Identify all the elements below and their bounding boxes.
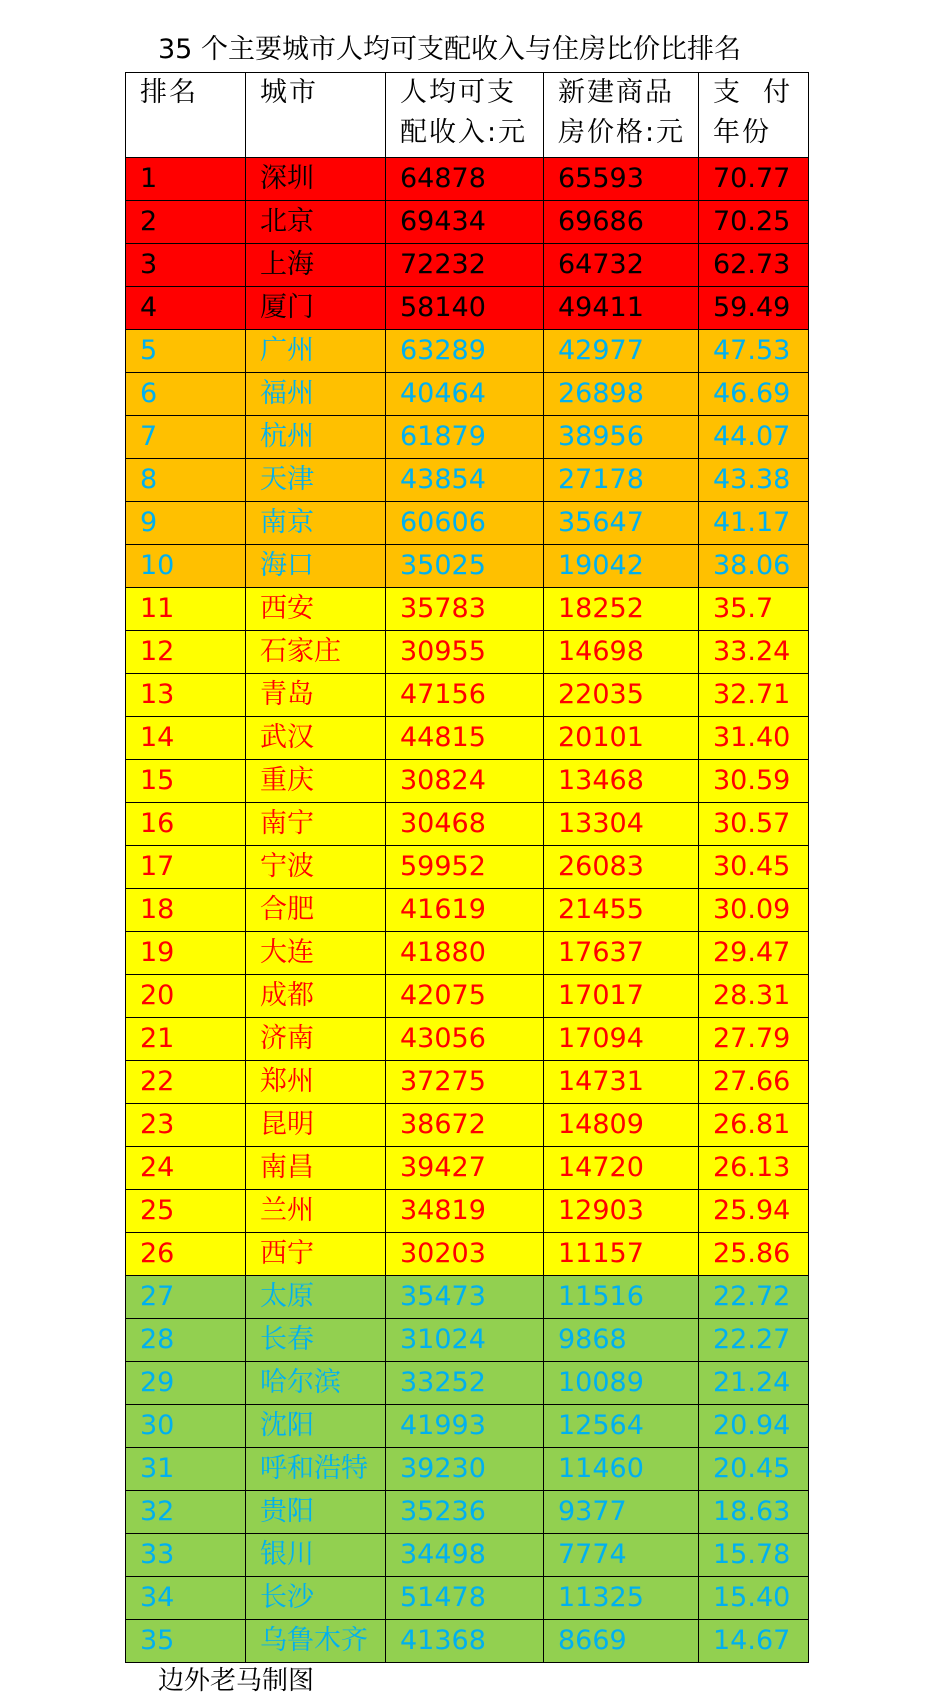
price-cell: 11325 <box>544 1577 699 1620</box>
income-cell: 41880 <box>386 932 544 975</box>
city-cell: 乌鲁木齐 <box>246 1620 386 1663</box>
years-cell: 30.45 <box>699 846 809 889</box>
income-cell: 59952 <box>386 846 544 889</box>
city-cell: 宁波 <box>246 846 386 889</box>
rank-cell: 15 <box>126 760 246 803</box>
income-cell: 60606 <box>386 502 544 545</box>
years-cell: 15.78 <box>699 1534 809 1577</box>
rank-cell: 23 <box>126 1104 246 1147</box>
years-cell: 30.09 <box>699 889 809 932</box>
price-cell: 26898 <box>544 373 699 416</box>
table-row <box>126 502 809 545</box>
price-cell: 13468 <box>544 760 699 803</box>
rank-cell: 6 <box>126 373 246 416</box>
rank-cell: 10 <box>126 545 246 588</box>
header-years: 支 付 年份 <box>699 73 809 158</box>
table-row <box>126 1018 809 1061</box>
income-cell: 39427 <box>386 1147 544 1190</box>
price-cell: 38956 <box>544 416 699 459</box>
rank-cell: 4 <box>126 287 246 330</box>
price-cell: 12564 <box>544 1405 699 1448</box>
years-cell: 32.71 <box>699 674 809 717</box>
price-cell: 13304 <box>544 803 699 846</box>
city-cell: 天津 <box>246 459 386 502</box>
table-row <box>126 803 809 846</box>
rank-cell: 17 <box>126 846 246 889</box>
city-cell: 长沙 <box>246 1577 386 1620</box>
years-cell: 41.17 <box>699 502 809 545</box>
rank-cell: 11 <box>126 588 246 631</box>
price-cell: 27178 <box>544 459 699 502</box>
income-cell: 41993 <box>386 1405 544 1448</box>
city-cell: 沈阳 <box>246 1405 386 1448</box>
rank-cell: 16 <box>126 803 246 846</box>
rank-cell: 2 <box>126 201 246 244</box>
rank-cell: 27 <box>126 1276 246 1319</box>
table-row <box>126 1104 809 1147</box>
years-cell: 38.06 <box>699 545 809 588</box>
years-cell: 25.86 <box>699 1233 809 1276</box>
years-cell: 70.77 <box>699 158 809 201</box>
city-cell: 北京 <box>246 201 386 244</box>
city-cell: 昆明 <box>246 1104 386 1147</box>
header-rank: 排名 <box>126 73 246 158</box>
rank-cell: 22 <box>126 1061 246 1104</box>
years-cell: 21.24 <box>699 1362 809 1405</box>
income-cell: 47156 <box>386 674 544 717</box>
city-cell: 南京 <box>246 502 386 545</box>
years-cell: 25.94 <box>699 1190 809 1233</box>
table-row <box>126 1319 809 1362</box>
table-row <box>126 1147 809 1190</box>
table-row <box>126 932 809 975</box>
years-cell: 62.73 <box>699 244 809 287</box>
city-cell: 青岛 <box>246 674 386 717</box>
table-row <box>126 373 809 416</box>
rank-cell: 19 <box>126 932 246 975</box>
income-cell: 33252 <box>386 1362 544 1405</box>
table-row <box>126 1620 809 1663</box>
income-cell: 30468 <box>386 803 544 846</box>
price-cell: 22035 <box>544 674 699 717</box>
price-cell: 64732 <box>544 244 699 287</box>
price-cell: 21455 <box>544 889 699 932</box>
rank-cell: 25 <box>126 1190 246 1233</box>
years-cell: 43.38 <box>699 459 809 502</box>
price-cell: 14720 <box>544 1147 699 1190</box>
table-row <box>126 1405 809 1448</box>
city-cell: 福州 <box>246 373 386 416</box>
city-cell: 厦门 <box>246 287 386 330</box>
rank-cell: 24 <box>126 1147 246 1190</box>
income-cell: 42075 <box>386 975 544 1018</box>
income-cell: 34819 <box>386 1190 544 1233</box>
city-cell: 重庆 <box>246 760 386 803</box>
rank-cell: 7 <box>126 416 246 459</box>
years-cell: 44.07 <box>699 416 809 459</box>
rank-cell: 20 <box>126 975 246 1018</box>
price-cell: 8669 <box>544 1620 699 1663</box>
city-cell: 大连 <box>246 932 386 975</box>
table-row <box>126 158 809 201</box>
price-cell: 10089 <box>544 1362 699 1405</box>
rank-cell: 5 <box>126 330 246 373</box>
income-cell: 69434 <box>386 201 544 244</box>
price-cell: 49411 <box>544 287 699 330</box>
income-cell: 31024 <box>386 1319 544 1362</box>
years-cell: 30.59 <box>699 760 809 803</box>
table-row <box>126 330 809 373</box>
price-cell: 11516 <box>544 1276 699 1319</box>
city-cell: 济南 <box>246 1018 386 1061</box>
price-cell: 14731 <box>544 1061 699 1104</box>
city-cell: 西宁 <box>246 1233 386 1276</box>
table-row <box>126 760 809 803</box>
city-cell: 西安 <box>246 588 386 631</box>
price-cell: 7774 <box>544 1534 699 1577</box>
years-cell: 20.94 <box>699 1405 809 1448</box>
years-cell: 27.66 <box>699 1061 809 1104</box>
rank-cell: 13 <box>126 674 246 717</box>
city-cell: 南昌 <box>246 1147 386 1190</box>
rank-cell: 34 <box>126 1577 246 1620</box>
price-cell: 69686 <box>544 201 699 244</box>
table-row <box>126 1190 809 1233</box>
table-row <box>126 1577 809 1620</box>
income-cell: 72232 <box>386 244 544 287</box>
city-cell: 呼和浩特 <box>246 1448 386 1491</box>
table-row <box>126 631 809 674</box>
table-body <box>126 158 809 1663</box>
income-cell: 34498 <box>386 1534 544 1577</box>
table-row <box>126 244 809 287</box>
header-price: 新建商品 房价格:元 <box>544 73 699 158</box>
table-row <box>126 674 809 717</box>
income-cell: 35236 <box>386 1491 544 1534</box>
price-cell: 9868 <box>544 1319 699 1362</box>
table-row <box>126 416 809 459</box>
price-cell: 14698 <box>544 631 699 674</box>
city-cell: 广州 <box>246 330 386 373</box>
table-row <box>126 1362 809 1405</box>
ranking-table <box>125 72 809 1663</box>
header-row <box>126 73 809 158</box>
rank-cell: 1 <box>126 158 246 201</box>
city-cell: 武汉 <box>246 717 386 760</box>
years-cell: 20.45 <box>699 1448 809 1491</box>
income-cell: 30824 <box>386 760 544 803</box>
income-cell: 30203 <box>386 1233 544 1276</box>
city-cell: 合肥 <box>246 889 386 932</box>
price-cell: 17017 <box>544 975 699 1018</box>
city-cell: 石家庄 <box>246 631 386 674</box>
city-cell: 南宁 <box>246 803 386 846</box>
header-income: 人均可支 配收入:元 <box>386 73 544 158</box>
rank-cell: 18 <box>126 889 246 932</box>
income-cell: 40464 <box>386 373 544 416</box>
rank-cell: 26 <box>126 1233 246 1276</box>
footer-credit: 边外老马制图 <box>158 1666 315 1696</box>
rank-cell: 28 <box>126 1319 246 1362</box>
rank-cell: 8 <box>126 459 246 502</box>
table-row <box>126 287 809 330</box>
years-cell: 31.40 <box>699 717 809 760</box>
years-cell: 46.69 <box>699 373 809 416</box>
table-row <box>126 975 809 1018</box>
years-cell: 22.72 <box>699 1276 809 1319</box>
table-row <box>126 545 809 588</box>
income-cell: 51478 <box>386 1577 544 1620</box>
price-cell: 11157 <box>544 1233 699 1276</box>
income-cell: 41619 <box>386 889 544 932</box>
income-cell: 35783 <box>386 588 544 631</box>
rank-cell: 31 <box>126 1448 246 1491</box>
rank-cell: 29 <box>126 1362 246 1405</box>
years-cell: 26.13 <box>699 1147 809 1190</box>
price-cell: 17094 <box>544 1018 699 1061</box>
price-cell: 9377 <box>544 1491 699 1534</box>
table-row <box>126 1491 809 1534</box>
table-row <box>126 201 809 244</box>
price-cell: 11460 <box>544 1448 699 1491</box>
income-cell: 43056 <box>386 1018 544 1061</box>
city-cell: 上海 <box>246 244 386 287</box>
table-row <box>126 889 809 932</box>
price-cell: 12903 <box>544 1190 699 1233</box>
income-cell: 35473 <box>386 1276 544 1319</box>
table-row <box>126 1534 809 1577</box>
years-cell: 70.25 <box>699 201 809 244</box>
years-cell: 35.7 <box>699 588 809 631</box>
table-row <box>126 846 809 889</box>
price-cell: 26083 <box>544 846 699 889</box>
years-cell: 14.67 <box>699 1620 809 1663</box>
years-cell: 27.79 <box>699 1018 809 1061</box>
income-cell: 63289 <box>386 330 544 373</box>
header-city: 城市 <box>246 73 386 158</box>
rank-cell: 35 <box>126 1620 246 1663</box>
income-cell: 38672 <box>386 1104 544 1147</box>
city-cell: 海口 <box>246 545 386 588</box>
table-row <box>126 588 809 631</box>
city-cell: 长春 <box>246 1319 386 1362</box>
years-cell: 33.24 <box>699 631 809 674</box>
years-cell: 22.27 <box>699 1319 809 1362</box>
city-cell: 杭州 <box>246 416 386 459</box>
income-cell: 39230 <box>386 1448 544 1491</box>
rank-cell: 3 <box>126 244 246 287</box>
rank-cell: 9 <box>126 502 246 545</box>
price-cell: 18252 <box>544 588 699 631</box>
table-title: 35 个主要城市人均可支配收入与住房比价比排名 <box>158 34 741 65</box>
price-cell: 65593 <box>544 158 699 201</box>
income-cell: 58140 <box>386 287 544 330</box>
years-cell: 26.81 <box>699 1104 809 1147</box>
rank-cell: 30 <box>126 1405 246 1448</box>
years-cell: 47.53 <box>699 330 809 373</box>
income-cell: 30955 <box>386 631 544 674</box>
rank-cell: 12 <box>126 631 246 674</box>
price-cell: 19042 <box>544 545 699 588</box>
years-cell: 30.57 <box>699 803 809 846</box>
table-row <box>126 717 809 760</box>
table-row <box>126 1276 809 1319</box>
rank-cell: 14 <box>126 717 246 760</box>
income-cell: 41368 <box>386 1620 544 1663</box>
city-cell: 深圳 <box>246 158 386 201</box>
table-row <box>126 1061 809 1104</box>
years-cell: 28.31 <box>699 975 809 1018</box>
city-cell: 兰州 <box>246 1190 386 1233</box>
income-cell: 64878 <box>386 158 544 201</box>
rank-cell: 21 <box>126 1018 246 1061</box>
income-cell: 37275 <box>386 1061 544 1104</box>
income-cell: 61879 <box>386 416 544 459</box>
rank-cell: 32 <box>126 1491 246 1534</box>
income-cell: 44815 <box>386 717 544 760</box>
city-cell: 郑州 <box>246 1061 386 1104</box>
city-cell: 银川 <box>246 1534 386 1577</box>
rank-cell: 33 <box>126 1534 246 1577</box>
income-cell: 43854 <box>386 459 544 502</box>
income-cell: 35025 <box>386 545 544 588</box>
price-cell: 35647 <box>544 502 699 545</box>
years-cell: 18.63 <box>699 1491 809 1534</box>
table-row <box>126 1448 809 1491</box>
price-cell: 14809 <box>544 1104 699 1147</box>
table-row <box>126 459 809 502</box>
table-row <box>126 1233 809 1276</box>
years-cell: 29.47 <box>699 932 809 975</box>
city-cell: 哈尔滨 <box>246 1362 386 1405</box>
city-cell: 成都 <box>246 975 386 1018</box>
years-cell: 15.40 <box>699 1577 809 1620</box>
price-cell: 17637 <box>544 932 699 975</box>
city-cell: 贵阳 <box>246 1491 386 1534</box>
city-cell: 太原 <box>246 1276 386 1319</box>
years-cell: 59.49 <box>699 287 809 330</box>
price-cell: 42977 <box>544 330 699 373</box>
price-cell: 20101 <box>544 717 699 760</box>
